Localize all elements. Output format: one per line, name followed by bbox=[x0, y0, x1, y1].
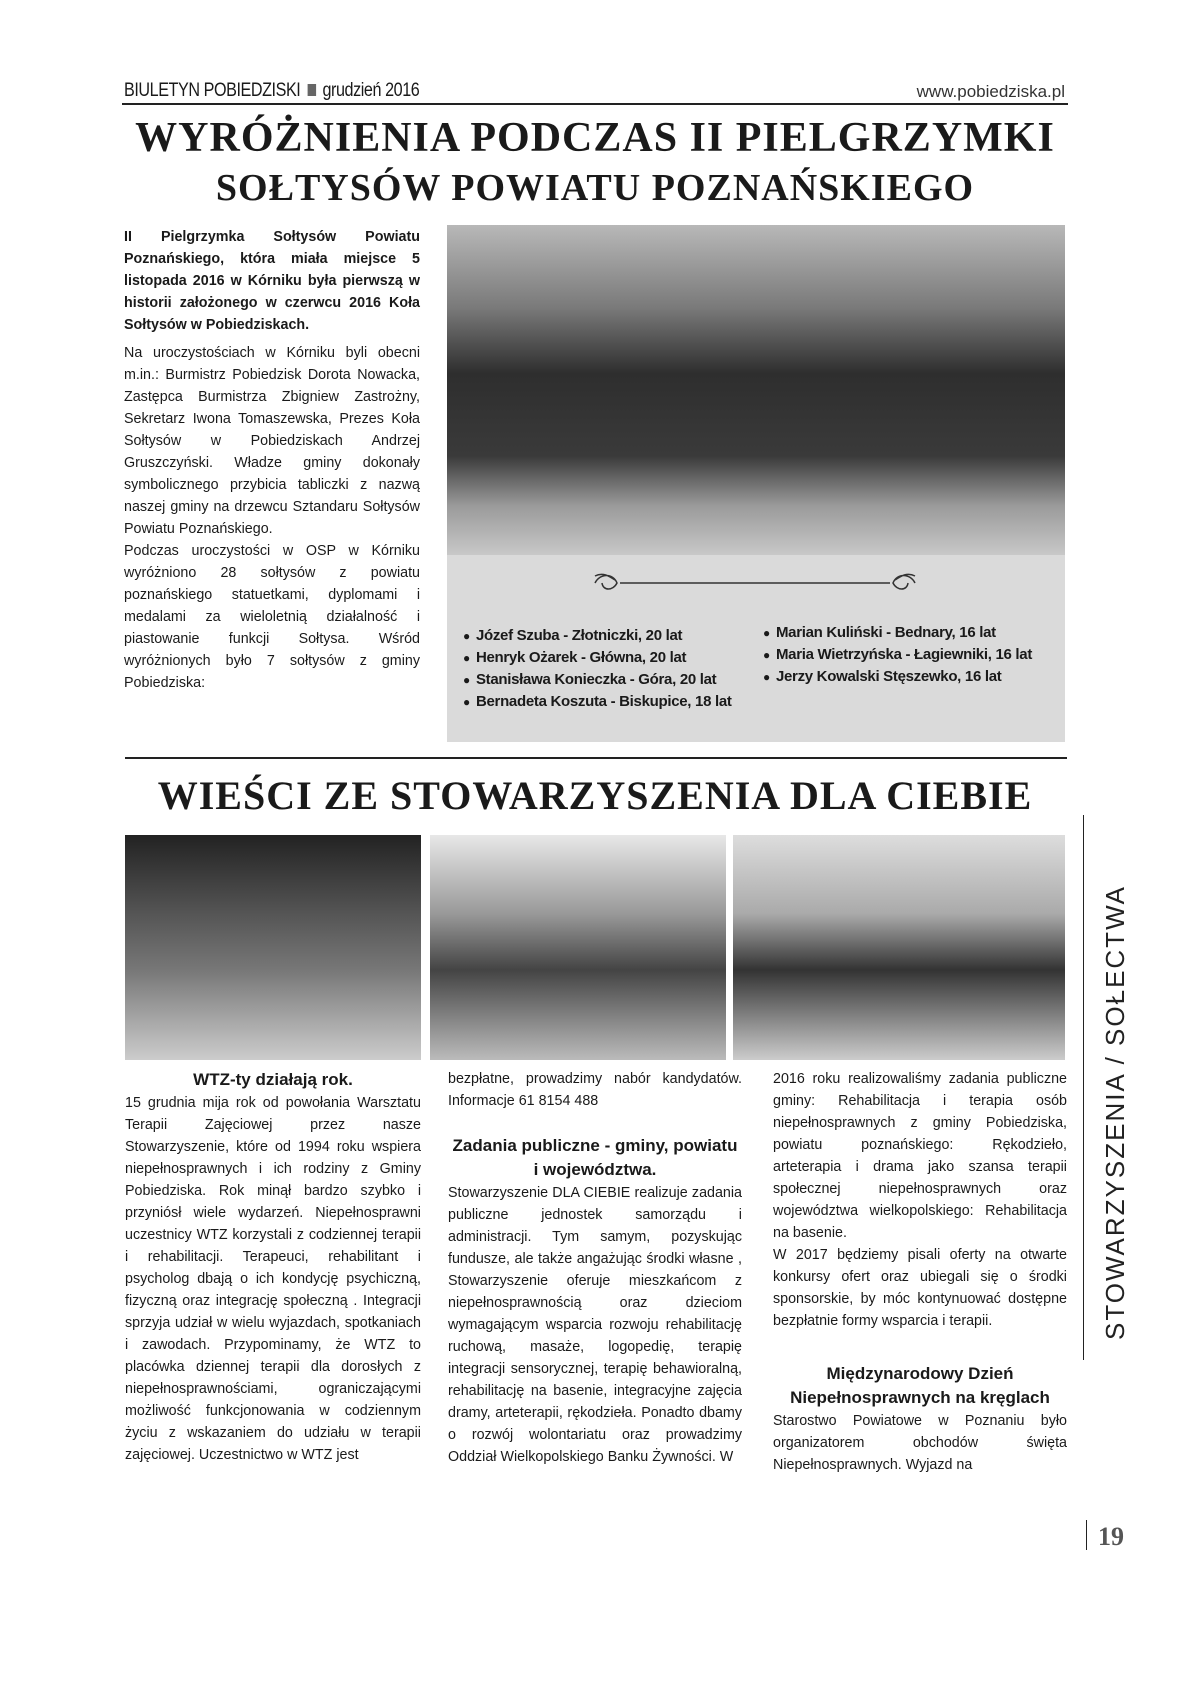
body-paragraph: Starostwo Powiatowe w Poznaniu było organizatorem obchodów święta Niepełnosprawnych. Wyjazd na bbox=[773, 1413, 1067, 1473]
body-paragraph: bezpłatne, prowadzimy nabór kandydatów. Informacje 61 8154 488 bbox=[448, 1071, 742, 1109]
list-item: ● Jerzy Kowalski Stęszewko, 16 lat bbox=[763, 666, 1032, 688]
article-subtitle: SOŁTYSÓW POWIATU POZNAŃSKIEGO bbox=[215, 167, 975, 209]
bowling-photo bbox=[125, 835, 421, 1060]
body-paragraph: 15 grudnia mija rok od powołania Warsztatu Terapii Zajęciowej przez nasze Stowarzyszenie, które od 1994 roku wspiera niepełnosprawnych i ich rodziny z Gminy Pobiedziska. Rok minął bardzo szybko i przyniósł wiele wydarzeń. Niepełnosprawni uczestnicy WTZ korzystali z codziennej terapii i rehabilitacji. Terapeuci, rehabilitant i psycholog dbają o ich kondycję psychiczną, fizyczną oraz integrację społeczną . Integracji sprzyja udział w wielu wyjazdach, spotkaniach i zawodach. Przypominamy, że WTZ to placówka dziennej terapii dla dorosłych z niepełnosprawnościami, ograniczającymi możliwość funkcjonowania w codziennym życiu z wskazaniem do udziału w terapii zajęciowej. Uczestnictwo w WTZ jest bbox=[125, 1095, 421, 1463]
list-item: ● Marian Kuliński - Bednary, 16 lat bbox=[763, 622, 1032, 644]
list-item: ● Józef Szuba - Złotniczki, 20 lat bbox=[463, 625, 732, 647]
list-item: ● Henryk Ożarek - Główna, 20 lat bbox=[463, 647, 732, 669]
publication-name: BIULETYN POBIEDZISKI bbox=[124, 80, 301, 101]
subheading: Międzynarodowy Dzień Niepełnosprawnych na kręglach bbox=[790, 1364, 1050, 1407]
article-lead-column bbox=[124, 226, 420, 694]
website: www.pobiedziska.pl bbox=[916, 82, 1065, 101]
honorees-list-left bbox=[463, 625, 732, 713]
group-photo bbox=[447, 225, 1065, 555]
section-title: WIEŚCI ZE STOWARZYSZENIA DLA CIEBIE bbox=[157, 773, 1033, 818]
subheading: Zadania publiczne - gminy, powiatu i województwa. bbox=[452, 1136, 738, 1179]
column-3 bbox=[773, 1068, 1067, 1476]
honorees-list-right bbox=[763, 622, 1032, 688]
section-divider bbox=[125, 757, 1067, 759]
subheading: WTZ-ty działają rok. bbox=[193, 1070, 353, 1089]
body-paragraph: 2016 roku realizowaliśmy zadania publiczne gminy: Rehabilitacja i terapia osób niepełnosprawnych z gminy Pobiedziska, powiatu poznańskiego: Rękodzieło, arteterapia i drama jako szansa terapii społecznej niepełnosprawnych oraz województwa wielkopolskiego: Rehabilitacja na basenie. bbox=[773, 1071, 1067, 1241]
page-number: 19 bbox=[1098, 1522, 1124, 1551]
ornament-divider-icon bbox=[590, 570, 920, 596]
body-paragraph: Podczas uroczystości w OSP w Kórniku wyróżniono 28 sołtysów z powiatu poznańskiego statuetkami, dyplomami i medalami za wieloletnią działalność i piastowanie funkcji Sołtysa. Wśród wyróżnionych było 7 sołtysów z gminy Pobiedziska: bbox=[124, 543, 420, 691]
page-number-rule bbox=[1086, 1520, 1087, 1550]
section-label: STOWARZYSZENIA / SOŁECTWA bbox=[1100, 885, 1130, 1340]
header-divider bbox=[122, 103, 1068, 105]
square-separator-icon bbox=[307, 84, 316, 96]
list-item: ● Maria Wietrzyńska - Łagiewniki, 16 lat bbox=[763, 644, 1032, 666]
lead-paragraph: II Pielgrzymka Sołtysów Powiatu Poznańskiego, która miała miejsce 5 listopada 2016 w Kórniku była pierwszą w historii założonego w czerwcu 2016 Koła Sołtysów w Pobiedziskach. bbox=[124, 229, 420, 333]
body-paragraph: Na uroczystościach w Kórniku byli obecni m.in.: Burmistrz Pobiedzisk Dorota Nowacka, Zastępca Burmistrza Zbigniew Zastrożny, Sekretarz Iwona Tomaszewska, Prezes Koła Sołtysów w Pobiedziskach Andrzej Gruszczyński. Władze gminy dokonały symbolicznego przybicia tabliczki z nazwą naszej gminy na drzewcu Sztandaru Sołtysów Powiatu Poznańskiego. bbox=[124, 345, 420, 537]
body-paragraph: Stowarzyszenie DLA CIEBIE realizuje zadania publiczne jednostek samorządu i administracji. Tym samym, pozyskując fundusze, ale także angażując środki własne , Stowarzyszenie oferuje mieszkańcom z niepełnosprawnością oraz dzieciom wymagającym wsparcia rozwoju rehabilitację ruchową, masaże, logopedię, terapię integracji sensorycznej, terapię behawioralną, rehabilitację na basenie, integracyjne zajęcia dramy, arteterapii, rękodzieła. Ponadto dbamy o rozwój wolontariatu oraz prowadzimy Oddział Wielkopolskiego Banku Żywności. W bbox=[448, 1185, 742, 1465]
workshop-photo bbox=[430, 835, 726, 1060]
column-1 bbox=[125, 1068, 421, 1466]
list-item: ● Bernadeta Koszuta - Biskupice, 18 lat bbox=[463, 691, 732, 713]
column-2 bbox=[448, 1068, 742, 1468]
crafts-photo bbox=[733, 835, 1065, 1060]
publication-header bbox=[124, 80, 419, 102]
issue-date: grudzień 2016 bbox=[322, 80, 420, 101]
body-paragraph: W 2017 będziemy pisali oferty na otwarte konkursy ofert oraz ubiegali się o środki sponsorskie, by móc kontynuować dostępne bezpłatnie formy wsparcia i terapii. bbox=[773, 1247, 1067, 1329]
sidebar-rule bbox=[1083, 815, 1084, 1360]
article-title: WYRÓŻNIENIA PODCZAS II PIELGRZYMKI bbox=[135, 115, 1055, 161]
list-item: ● Stanisława Konieczka - Góra, 20 lat bbox=[463, 669, 732, 691]
